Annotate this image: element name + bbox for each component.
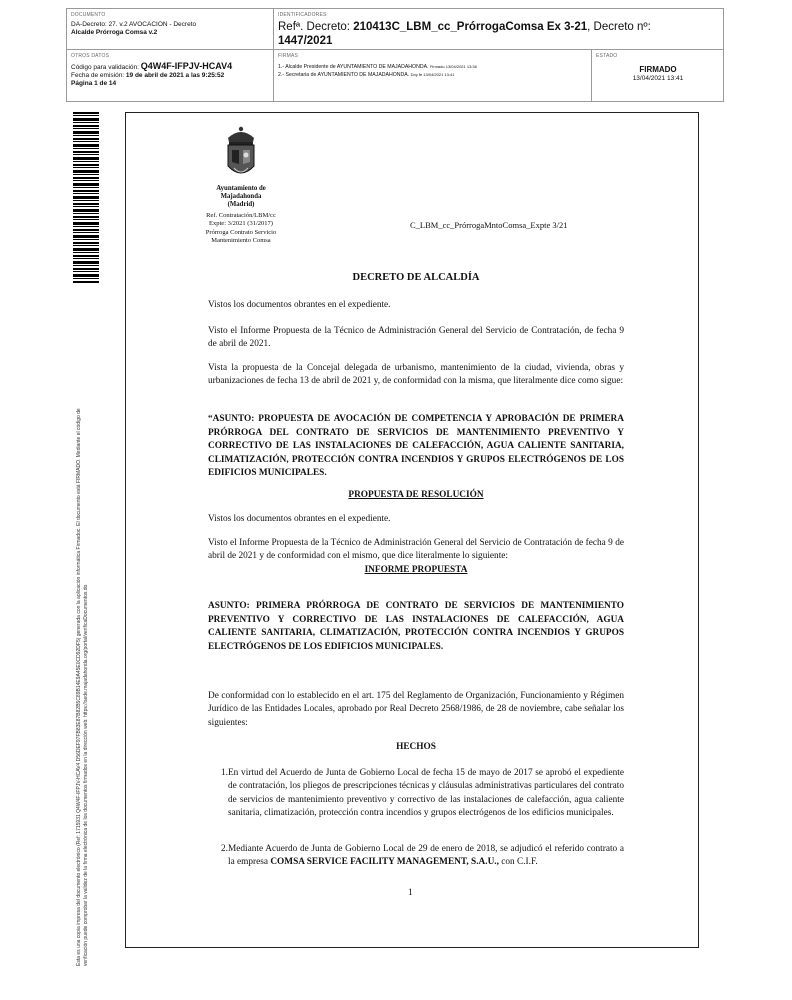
internal-reference xyxy=(183,212,299,246)
identificadores-cell xyxy=(273,9,724,49)
ref-code: 210413C_LBM_cc_PrórrogaComsa Ex 3-21 xyxy=(353,21,588,33)
signature-2-text: 2.- Secretaria de AYUNTAMIENTO DE MAJADAHONDA. xyxy=(278,72,410,78)
verification-side-text xyxy=(76,306,90,966)
firmas-cell xyxy=(273,49,591,102)
page-count: Página 1 de 14 xyxy=(71,80,117,87)
signature-2 xyxy=(278,71,587,79)
signature-1-text: 1.- Alcalde Presidente de AYUNTAMIENTO DE MAJADAHONDA. xyxy=(278,64,429,70)
documento-cell xyxy=(67,9,273,49)
emission-date-label: Fecha de emisión: xyxy=(71,72,126,79)
side-text-line1: Esta es una copia impresa del documento electrónico (Ref: 1715931 Q4W4F-IFPJV-HCAV4 D56DEF97FB83E87B82B5C89B14E9A45E0CD92DF5) generada con la aplicación informática Firmadoc. El documento está FIRMADO. Mediante el código de xyxy=(76,408,82,966)
paragraph-5: Visto el Informe Propuesta de la Técnico de Administración General del Servicio de Contratación de fecha 9 de abril de 2021 y de conformidad con el mismo, que dice literalmente lo siguiente: xyxy=(208,538,624,562)
list-item-text: En virtud del Acuerdo de Junta de Gobierno Local de fecha 15 de mayo de 2017 se aprobó el expediente de contratación, los pliegos de prescripciones técnicas y cláusulas administrativas particulares del contrato de servicios de mantenimiento preventivo y correctivo de las instalaciones de calefacción, agua caliente sanitaria, climatización, protección contra incendios y grupos electrógenos de los edificios municipales. xyxy=(228,768,624,818)
decree-reference xyxy=(278,20,720,34)
list-item-text-c: con C.I.F. xyxy=(498,857,538,868)
signature-1-date: Firmado 13/04/2021 13:36 xyxy=(429,64,477,69)
signature-2-date: Doy fe 13/04/2021 13:41 xyxy=(410,72,455,77)
firmas-label: FIRMAS xyxy=(278,53,299,59)
estado-cell xyxy=(591,49,724,102)
org-line2: Majadahonda xyxy=(220,193,262,200)
paragraph-4: Vistos los documentos obrantes en el expediente. xyxy=(208,514,391,524)
page-number: 1 xyxy=(408,888,413,898)
otros-datos-label: OTROS DATOS xyxy=(71,53,110,59)
barcode-image xyxy=(73,112,99,284)
estado-label: ESTADO xyxy=(596,53,618,59)
list-item-number: 2. xyxy=(221,844,228,854)
documento-line2: Alcalde Prórroga Comsa v.2 xyxy=(71,29,158,36)
document-header xyxy=(66,8,724,102)
identificadores-label: IDENTIFICADORES xyxy=(278,12,327,18)
status-badge: FIRMADO xyxy=(639,65,677,74)
paragraph-1: Vistos los documentos obrantes en el expediente. xyxy=(208,300,391,310)
validation-code-label: Código para validación: xyxy=(71,64,141,71)
org-line3: (Madrid) xyxy=(227,201,255,208)
paragraph-6: De conformidad con lo establecido en el art. 175 del Reglamento de Organización, Funcionamiento y Régimen Jurídico de las Entidades Locales, aprobado por Real Decreto 2568/1986, de 28 de noviembre, cabe señalar los siguientes: xyxy=(208,691,624,728)
list-item xyxy=(208,843,624,870)
asunto-report: ASUNTO: PRIMERA PRÓRROGA DE CONTRATO DE SERVICIOS DE MANTENIMIENTO PREVENTIVO Y CORRECTIVO DE LAS INSTALACIONES DE CALEFACCIÓN, AGUA CALIENTE SANITARIA, CLIMATIZACIÓN, PROTECCIÓN CONTRA INCENDIOS Y GRUPOS ELECTRÓGENOS DE LOS EDIFICIOS MUNICIPALES. xyxy=(208,601,624,652)
documento-label: DOCUMENTO xyxy=(71,12,106,18)
list-item-text xyxy=(228,843,624,870)
page-title: DECRETO DE ALCALDÍA xyxy=(352,272,480,283)
asunto-proposal: “ASUNTO: PROPUESTA DE AVOCACIÓN DE COMPETENCIA Y APROBACIÓN DE PRIMERA PRÓRROGA DEL CONTRATO DE SERVICIOS DE MANTENIMIENTO PREVENTIVO Y CORRECTIVO DE LAS INSTALACIONES DE CALEFACCIÓN, AGUA CALIENTE SANITARIA, CLIMATIZACIÓN, PROTECCIÓN CONTRA INCENDIOS Y GRUPOS ELECTRÓGENOS DE LOS EDIFICIOS MUNICIPALES. xyxy=(208,414,624,479)
list-item-number: 1. xyxy=(221,768,228,778)
emission-date: 19 de abril de 2021 a las 9:25:52 xyxy=(125,72,225,79)
ref-line4: Mantenimiento Comsa xyxy=(211,237,271,245)
side-text-line2: verificación puede comprobar la validez de la firma electrónica de los documentos firmados en la dirección web: https://sede.majadahonda.org/portal/verificaDocumentos.do xyxy=(83,584,89,966)
coat-of-arms-icon xyxy=(220,124,262,184)
file-code: C_LBM_cc_PrórrogaMntoComsa_Expte 3/21 xyxy=(410,220,568,230)
ref-prefix: Refª. Decreto: xyxy=(278,21,354,33)
paragraph-3: Vista la propuesta de la Concejal delegada de urbanismo, mantenimiento de la ciudad, vivienda, obras y urbanizaciones de fecha 13 de abril de 2021 y, de conformidad con la misma, que literalmente dice como sigue: xyxy=(208,363,624,387)
documento-line1: DA-Decreto: 27. v.2 AVOCACION - Decreto xyxy=(71,21,197,28)
paragraph-2: Visto el Informe Propuesta de la Técnico de Administración General del Servicio de Contratación, de fecha 9 de abril de 2021. xyxy=(208,326,624,350)
ref-line1: Ref. Contratación/LBM/cc xyxy=(206,212,276,219)
company-name: COMSA SERVICE FACILITY MANAGEMENT, S.A.U., xyxy=(270,857,499,868)
emission-date-row xyxy=(71,72,269,80)
decree-number: 1447/2021 xyxy=(278,35,333,47)
report-heading: INFORME PROPUESTA xyxy=(364,565,468,575)
ref-line3: Prórroga Contrato Servicio xyxy=(205,228,277,236)
validation-code: Q4W4F-IFPJV-HCAV4 xyxy=(140,61,233,71)
facts-heading: HECHOS xyxy=(396,742,436,752)
status-date: 13/04/2021 13:41 xyxy=(632,75,684,82)
municipality-name xyxy=(199,185,283,209)
proposal-heading: PROPUESTA DE RESOLUCIÓN xyxy=(348,490,484,500)
otros-datos-cell xyxy=(67,49,273,102)
ref-mid: , Decreto nº: xyxy=(587,21,651,33)
list-item-text-a: Mediante Acuerdo de Junta de Gobierno Local de 29 de enero de 2018, se adjudicó el referido contrato a la empresa xyxy=(228,844,624,868)
signature-1 xyxy=(278,63,587,71)
ref-line2: Expte: 3/2021 (31/2017) xyxy=(209,220,273,228)
list-item xyxy=(208,767,624,820)
org-line1: Ayuntamiento de xyxy=(216,185,266,192)
validation-code-row xyxy=(71,62,269,72)
